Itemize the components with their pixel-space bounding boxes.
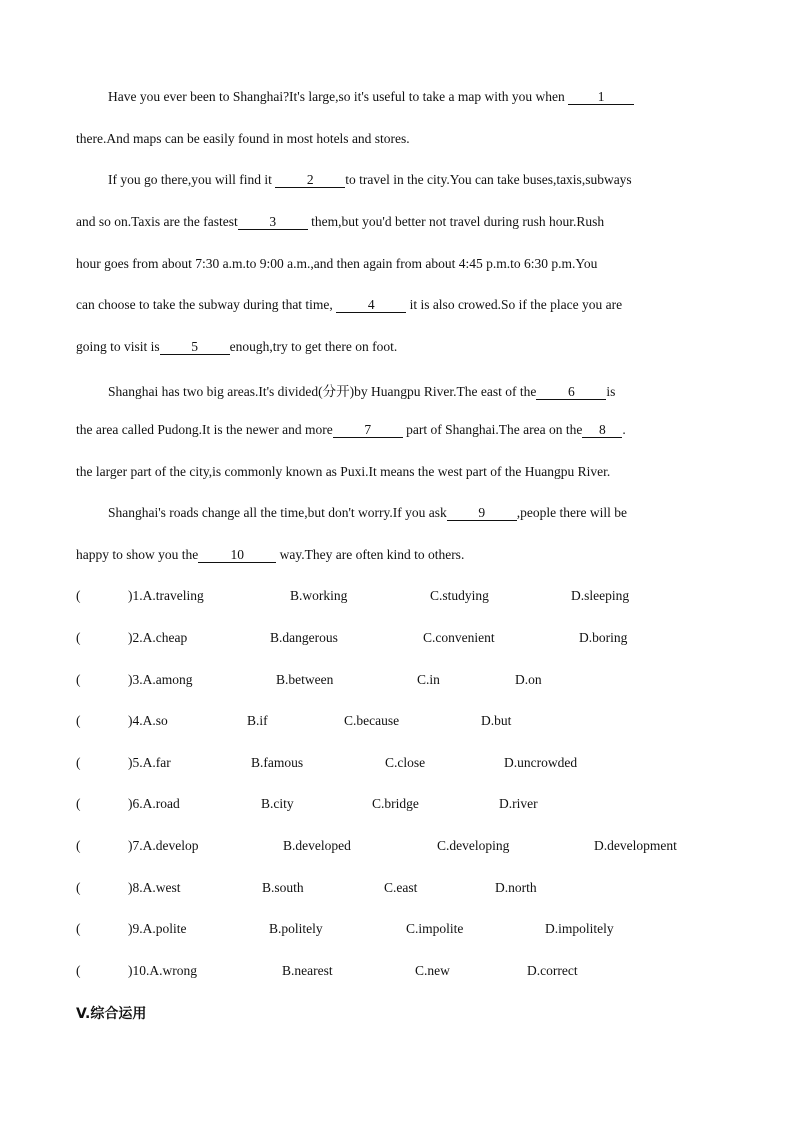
passage-line — [76, 214, 604, 230]
section-heading: V.综合运用 — [76, 1006, 147, 1022]
passage-line — [76, 422, 626, 438]
answer-paren[interactable]: ( — [76, 588, 81, 603]
blank-4[interactable]: 4 — [336, 297, 406, 313]
passage-line — [108, 380, 615, 400]
passage-line — [76, 547, 464, 563]
option-d[interactable]: D.but — [481, 713, 512, 728]
answer-paren[interactable]: ( — [76, 713, 81, 728]
passage-text: part of Shanghai.The area on the — [406, 422, 583, 437]
option-c[interactable]: C.bridge — [372, 796, 419, 811]
passage-line — [108, 89, 634, 105]
answer-paren[interactable]: ( — [76, 921, 81, 936]
passage-text: ,people there will be — [516, 505, 628, 520]
option-c[interactable]: C.east — [384, 880, 418, 895]
option-b[interactable]: B.famous — [251, 755, 304, 770]
option-b[interactable]: B.south — [262, 880, 304, 895]
blank-6[interactable]: 6 — [536, 384, 606, 400]
option-d[interactable]: D.on — [515, 672, 542, 687]
option-c[interactable]: C.because — [344, 713, 400, 728]
passage-line — [76, 256, 597, 272]
option-c[interactable]: C.developing — [437, 838, 510, 853]
passage-text: going to visit is — [76, 339, 160, 354]
passage-line — [76, 297, 622, 313]
option-a[interactable]: )3.A.among — [128, 672, 193, 687]
option-d[interactable]: D.sleeping — [571, 588, 630, 603]
option-d[interactable]: D.development — [594, 838, 677, 853]
answer-paren[interactable]: ( — [76, 672, 81, 687]
option-d[interactable]: D.river — [499, 796, 538, 811]
blank-10[interactable]: 10 — [198, 547, 276, 563]
answer-paren[interactable]: ( — [76, 963, 81, 978]
passage-text: them,but you'd better not travel during rush hour.Rush — [311, 214, 605, 229]
passage-text: the larger part of the city,is commonly known as Puxi.It means the west part of the Huangpu River. — [76, 464, 611, 479]
passage-text: Shanghai's roads change all the time,but don't worry.If you ask — [108, 505, 447, 520]
option-a[interactable]: )6.A.road — [128, 796, 180, 811]
passage-text: is — [606, 384, 616, 399]
passage-text: to travel in the city.You can take buses,taxis,subways — [345, 172, 632, 187]
passage-text: . — [622, 422, 626, 437]
blank-3[interactable]: 3 — [238, 214, 308, 230]
passage-text: and so on.Taxis are the fastest — [76, 214, 238, 229]
option-b[interactable]: B.between — [276, 672, 334, 687]
answer-paren[interactable]: ( — [76, 755, 81, 770]
passage-line — [108, 505, 627, 521]
answer-paren[interactable]: ( — [76, 796, 81, 811]
blank-7[interactable]: 7 — [333, 422, 403, 438]
blank-1[interactable]: 1 — [568, 89, 634, 105]
option-a[interactable]: )7.A.develop — [128, 838, 199, 853]
passage-line — [76, 339, 397, 355]
passage-text: way.They are often kind to others. — [279, 547, 465, 562]
passage-text: hour goes from about 7:30 a.m.to 9:00 a.m.,and then again from about 4:45 p.m.to 6:30 p.m.You — [76, 256, 598, 271]
option-a[interactable]: )9.A.polite — [128, 921, 187, 936]
option-d[interactable]: D.uncrowded — [504, 755, 578, 770]
option-d[interactable]: D.correct — [527, 963, 578, 978]
passage-text: the area called Pudong.It is the newer and more — [76, 422, 333, 437]
blank-5[interactable]: 5 — [160, 339, 230, 355]
passage-text: there.And maps can be easily found in most hotels and stores. — [76, 131, 410, 146]
option-c[interactable]: C.impolite — [406, 921, 464, 936]
option-b[interactable]: B.developed — [283, 838, 351, 853]
passage-text: enough,try to get there on foot. — [229, 339, 398, 354]
option-d[interactable]: D.boring — [579, 630, 628, 645]
passage-text: Have you ever been to Shanghai?It's large,so it's useful to take a map with you when — [108, 89, 565, 104]
option-a[interactable]: )10.A.wrong — [128, 963, 197, 978]
passage-line — [76, 464, 610, 480]
answer-paren[interactable]: ( — [76, 880, 81, 895]
passage-text: If you go there,you will find it — [108, 172, 272, 187]
option-c[interactable]: C.close — [385, 755, 426, 770]
option-a[interactable]: )2.A.cheap — [128, 630, 188, 645]
option-b[interactable]: B.city — [261, 796, 294, 811]
option-b[interactable]: B.politely — [269, 921, 323, 936]
option-c[interactable]: C.in — [417, 672, 440, 687]
blank-2[interactable]: 2 — [275, 172, 345, 188]
passage-text: Shanghai has two big areas.It's divided(分开)by Huangpu River.The east of the — [108, 384, 537, 399]
passage-text: happy to show you the — [76, 547, 199, 562]
option-a[interactable]: )1.A.traveling — [128, 588, 204, 603]
passage-text: can choose to take the subway during that time, — [76, 297, 333, 312]
blank-9[interactable]: 9 — [447, 505, 517, 521]
answer-paren[interactable]: ( — [76, 630, 81, 645]
option-c[interactable]: C.convenient — [423, 630, 495, 645]
option-b[interactable]: B.working — [290, 588, 348, 603]
option-b[interactable]: B.if — [247, 713, 268, 728]
passage-line — [76, 131, 410, 147]
option-d[interactable]: D.impolitely — [545, 921, 614, 936]
option-b[interactable]: B.nearest — [282, 963, 333, 978]
passage-line — [108, 172, 632, 188]
option-a[interactable]: )5.A.far — [128, 755, 171, 770]
option-c[interactable]: C.new — [415, 963, 450, 978]
passage-text: it is also crowed.So if the place you are — [409, 297, 623, 312]
option-a[interactable]: )8.A.west — [128, 880, 181, 895]
option-a[interactable]: )4.A.so — [128, 713, 168, 728]
option-b[interactable]: B.dangerous — [270, 630, 338, 645]
option-c[interactable]: C.studying — [430, 588, 489, 603]
blank-8[interactable]: 8 — [582, 422, 622, 438]
option-d[interactable]: D.north — [495, 880, 537, 895]
answer-paren[interactable]: ( — [76, 838, 81, 853]
